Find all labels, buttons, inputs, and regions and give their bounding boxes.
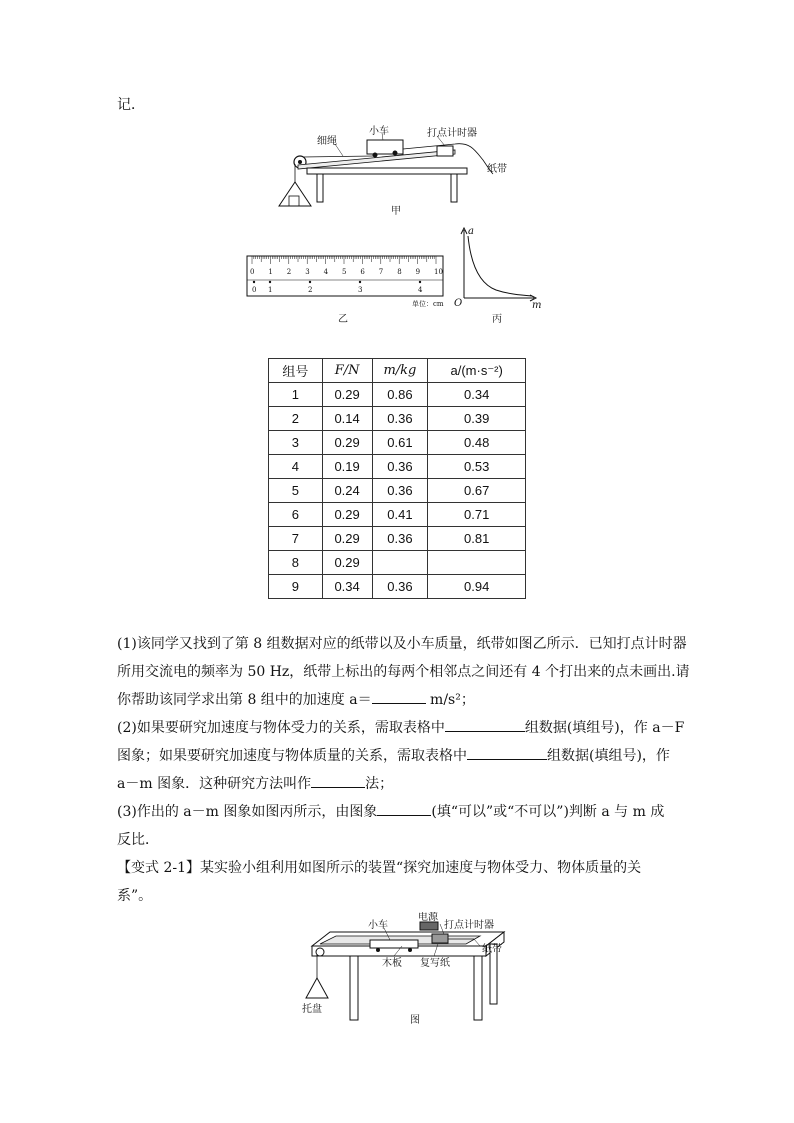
- table-cell: 0.36: [372, 407, 428, 431]
- q2-line3: [117, 770, 393, 798]
- table-cell: 0.34: [428, 383, 526, 407]
- origin-label: O: [454, 298, 463, 309]
- table-cell: 0.14: [322, 407, 372, 431]
- table-header-row: [269, 359, 526, 383]
- table-cell: 0.67: [428, 479, 526, 503]
- ruler-number: 4: [323, 268, 329, 276]
- table-cell: 0.41: [372, 503, 428, 527]
- header-mass: m/kg: [372, 359, 428, 383]
- ruler-number: 9: [415, 268, 421, 276]
- ruler-number: 0: [250, 268, 255, 276]
- answer-blank-accel[interactable]: [372, 689, 426, 704]
- variant-line2: 系”。: [117, 888, 153, 904]
- header-accel: a/(m·s⁻²): [428, 359, 526, 383]
- timer-icon: [437, 146, 453, 156]
- label-cart: 小车: [368, 920, 388, 931]
- ruler-number: 6: [360, 268, 365, 276]
- axis-m-label: m: [532, 300, 542, 311]
- answer-blank-judge[interactable]: [377, 801, 431, 816]
- data-table: [268, 358, 526, 599]
- ruler-unit: 单位：cm: [412, 300, 444, 308]
- curve-line: [468, 236, 532, 296]
- table-icon: [307, 168, 467, 174]
- table-cell: 0.29: [322, 551, 372, 575]
- table-cell: 0.36: [372, 479, 428, 503]
- ruler-number: 8: [397, 268, 402, 276]
- table-cell: 0.24: [322, 479, 372, 503]
- table-cell: 0.36: [372, 527, 428, 551]
- table-row: [269, 407, 526, 431]
- table-row: [269, 455, 526, 479]
- table-cell: 0.29: [322, 527, 372, 551]
- tape-point: [269, 281, 271, 283]
- table-cell: 0.48: [428, 431, 526, 455]
- table-cell: 0.29: [322, 431, 372, 455]
- tape-point-label: 1: [268, 286, 273, 294]
- q2-line3-tail: 法；: [365, 776, 394, 792]
- ruler-number: 7: [378, 268, 384, 276]
- table-cell: 0.81: [428, 527, 526, 551]
- tape-point: [309, 281, 311, 283]
- table-cell: 0.39: [428, 407, 526, 431]
- table-row: [269, 551, 526, 575]
- answer-blank-groups-force[interactable]: [445, 717, 525, 732]
- table-cell: 0.36: [372, 455, 428, 479]
- table-cell: 0.29: [322, 503, 372, 527]
- table-cell: [428, 551, 526, 575]
- caption-jia: 甲: [391, 206, 401, 217]
- table-cell: 1: [269, 383, 323, 407]
- table-cell: 6: [269, 503, 323, 527]
- intro-text: 记．: [117, 97, 145, 113]
- caption-bottom: 图: [410, 1015, 420, 1024]
- table-cell: 0.19: [322, 455, 372, 479]
- figure-bing: [452, 226, 546, 324]
- q2-line3-text: a－m 图象．这种研究方法叫作: [117, 776, 312, 792]
- variant-line1: 【变式 2-1】某实验小组利用如图所示的装置“探究加速度与物体受力、物体质量的关: [117, 860, 642, 876]
- cart-icon: [370, 940, 418, 948]
- q1-line3: [117, 686, 475, 714]
- table-row: [269, 431, 526, 455]
- tape-point-label: 2: [308, 286, 313, 294]
- table-cell: 0.53: [428, 455, 526, 479]
- table-cell: [372, 551, 428, 575]
- table-cell: 0.86: [372, 383, 428, 407]
- table-row: [269, 503, 526, 527]
- power-icon: [420, 922, 438, 930]
- tape-point: [419, 281, 421, 283]
- table-cell: 0.29: [322, 383, 372, 407]
- answer-blank-method[interactable]: [311, 773, 365, 788]
- label-tape: 纸带: [487, 164, 507, 175]
- table-cell: 3: [269, 431, 323, 455]
- axis-a-label: a: [468, 226, 474, 237]
- header-force: F/N: [322, 359, 372, 383]
- q1-line1: (1)该同学又找到了第 8 组数据对应的纸带以及小车质量，纸带如图乙所示．已知打点计时器: [117, 636, 687, 652]
- caption-bing: 丙: [492, 314, 502, 324]
- label-rope: 细绳: [317, 136, 337, 147]
- label-timer: 打点计时器: [427, 128, 477, 139]
- hanging-tray-icon: [279, 182, 311, 206]
- cart-icon: [367, 140, 403, 154]
- table-cell: 5: [269, 479, 323, 503]
- table-cell: 0.71: [428, 503, 526, 527]
- figure-yi: [246, 252, 446, 324]
- table-cell: 0.34: [322, 575, 372, 599]
- label-timer: 打点计时器: [444, 920, 494, 931]
- q2-line2-text: 图象；如果要研究加速度与物体质量的关系，需取表格中: [117, 748, 467, 764]
- table-row: [269, 527, 526, 551]
- q1-unit: m/s²；: [425, 692, 475, 708]
- ruler-number: 5: [342, 268, 347, 276]
- table-row: [269, 383, 526, 407]
- label-board: 木板: [382, 958, 402, 969]
- q3-line1-text: (3)作出的 a－m 图象如图丙所示，由图象: [117, 804, 378, 820]
- q2-line1: [117, 714, 684, 742]
- tape-point: [253, 281, 255, 283]
- ruler-number: 3: [305, 268, 310, 276]
- q2-line2: [117, 742, 670, 770]
- tape-point: [359, 281, 361, 283]
- q1-line2: 所用交流电的频率为 50 Hz，纸带上标出的每两个相邻点之间还有 4 个打出来的点未画出.请: [117, 664, 690, 680]
- q3-line1: [117, 798, 664, 826]
- caption-yi: 乙: [338, 314, 348, 324]
- table-cell: 7: [269, 527, 323, 551]
- table-cell: 4: [269, 455, 323, 479]
- tray-icon: [306, 978, 328, 998]
- label-power: 电源: [418, 912, 438, 923]
- table-cell: 2: [269, 407, 323, 431]
- q2-line1-tail: 组数据(填组号)，作 a－F: [524, 720, 685, 736]
- table-cell: 0.94: [428, 575, 526, 599]
- timer-icon: [432, 934, 448, 943]
- q1-line3-text: 你帮助该同学求出第 8 组中的加速度 a＝: [117, 692, 372, 708]
- table-cell: 9: [269, 575, 323, 599]
- table-row: [269, 575, 526, 599]
- table-row: [269, 479, 526, 503]
- label-cart: 小车: [369, 126, 389, 137]
- figure-jia: [265, 122, 525, 222]
- ruler-number: 2: [286, 268, 292, 276]
- figure-bottom: [298, 912, 518, 1024]
- ruler-number: 1: [268, 268, 273, 276]
- tape-point-label: 4: [418, 286, 423, 294]
- label-tray: 托盘: [302, 1004, 322, 1015]
- q2-line2-tail: 组数据(填组号)，作: [547, 748, 670, 764]
- q3-line1-tail: (填“可以”或“不可以”)判断 a 与 m 成: [431, 804, 665, 820]
- tape-point-label: 0: [252, 286, 257, 294]
- label-carbon: 复写纸: [420, 958, 450, 969]
- label-tape: 纸带: [482, 944, 502, 955]
- table-cell: 8: [269, 551, 323, 575]
- q2-line1-text: (2)如果要研究加速度与物体受力的关系，需取表格中: [117, 720, 445, 736]
- table-cell: 0.36: [372, 575, 428, 599]
- answer-blank-groups-mass[interactable]: [467, 745, 547, 760]
- ruler-icon: [247, 256, 443, 296]
- table-cell: 0.61: [372, 431, 428, 455]
- q3-line2: 反比．: [117, 832, 159, 848]
- tape-point-label: 3: [358, 286, 363, 294]
- ruler-number: 10: [434, 268, 443, 276]
- header-group: 组号: [269, 359, 323, 383]
